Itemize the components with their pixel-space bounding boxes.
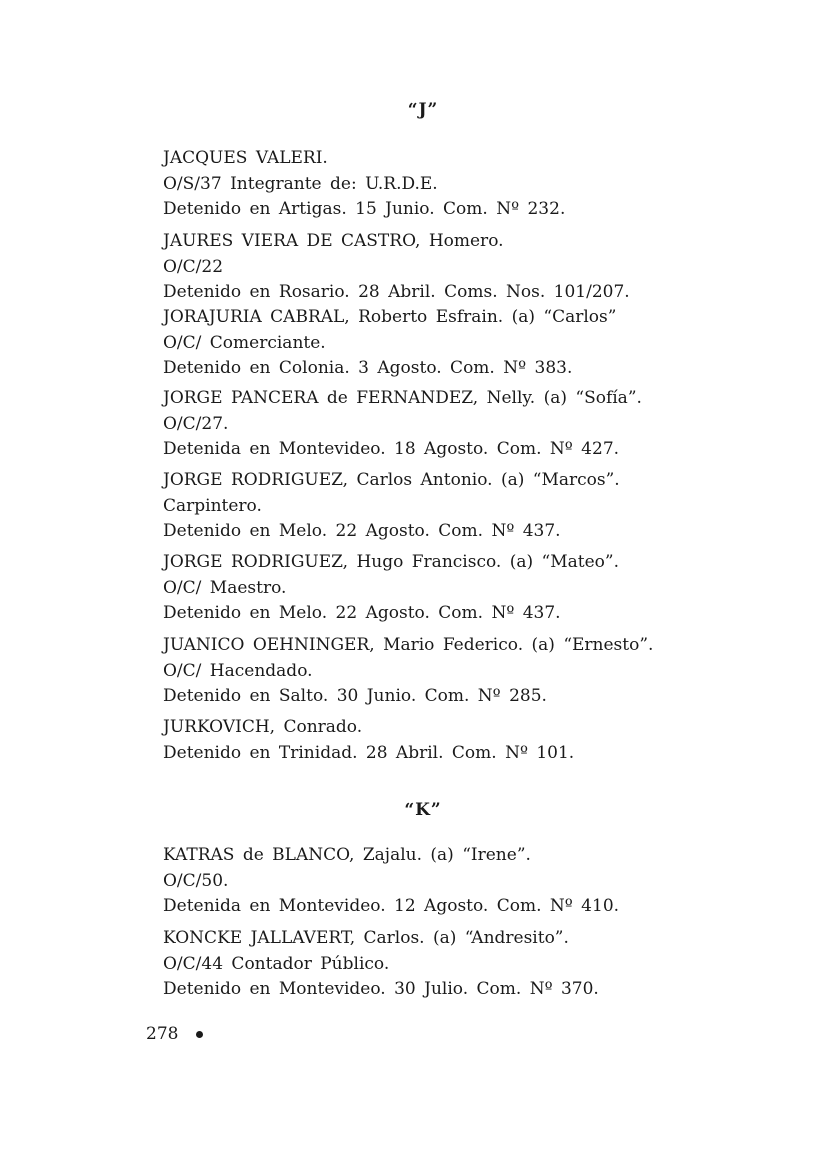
entry-detention: Detenido en Melo. 22 Agosto. Com. Nº 437. bbox=[163, 603, 561, 623]
entry-detention: Detenido en Rosario. 28 Abril. Coms. Nos. 101/207. bbox=[163, 282, 630, 302]
entry-detail: O/C/ Maestro. bbox=[163, 577, 287, 598]
page-footer bbox=[146, 1024, 203, 1044]
entry-detail: O/C/ Comerciante. bbox=[163, 332, 326, 353]
entry-detail: Carpintero. bbox=[163, 495, 262, 516]
entry-detention: Detenido en Artigas. 15 Junio. Com. Nº 232. bbox=[163, 199, 566, 219]
bullet-icon bbox=[196, 1031, 203, 1038]
entry-name: JORGE PANCERA de FERNANDEZ, Nelly. (a) “Sofía”. bbox=[163, 388, 642, 408]
entry-jaures-viera bbox=[163, 229, 693, 306]
entry-detail: O/C/22 bbox=[163, 256, 224, 277]
entry-jorge-rodriguez-carlos bbox=[163, 468, 693, 545]
entry-name: JACQUES VALERI. bbox=[163, 148, 328, 168]
entry-jorge-rodriguez-hugo bbox=[163, 550, 693, 627]
entry-name: KATRAS de BLANCO, Zajalu. (a) “Irene”. bbox=[163, 845, 531, 865]
entry-name: JORGE RODRIGUEZ, Hugo Francisco. (a) “Mateo”. bbox=[163, 552, 619, 572]
page-number: 278 bbox=[146, 1024, 179, 1044]
entry-detention: Detenido en Melo. 22 Agosto. Com. Nº 437. bbox=[163, 521, 561, 541]
entry-detail: O/C/ Hacendado. bbox=[163, 660, 313, 681]
entry-jacques-valeri bbox=[163, 146, 693, 223]
entry-name: JURKOVICH, Conrado. bbox=[163, 717, 363, 737]
entry-detail: O/S/37 Integrante de: U.R.D.E. bbox=[163, 173, 438, 194]
entry-detention: Detenida en Montevideo. 18 Agosto. Com. Nº 427. bbox=[163, 439, 620, 459]
entry-detention: Detenido en Colonia. 3 Agosto. Com. Nº 383. bbox=[163, 358, 573, 378]
entry-juanico-oehninger bbox=[163, 633, 693, 710]
entry-detail: O/C/44 Contador Público. bbox=[163, 953, 390, 974]
entry-jorajuria-cabral bbox=[163, 305, 693, 382]
entry-detention: Detenido en Montevideo. 30 Julio. Com. Nº 370. bbox=[163, 979, 599, 999]
entry-detail: O/C/27. bbox=[163, 413, 229, 434]
entry-name: JORAJURIA CABRAL, Roberto Esfrain. (a) “Carlos” bbox=[163, 307, 617, 327]
entry-detail: O/C/50. bbox=[163, 870, 229, 891]
entry-name: JUANICO OEHNINGER, Mario Federico. (a) “Ernesto”. bbox=[163, 635, 654, 655]
entry-detention: Detenido en Trinidad. 28 Abril. Com. Nº 101. bbox=[163, 742, 575, 763]
entry-name: JORGE RODRIGUEZ, Carlos Antonio. (a) “Marcos”. bbox=[163, 470, 620, 490]
entry-jurkovich bbox=[163, 715, 693, 766]
section-heading-j: “J” bbox=[407, 100, 439, 120]
entry-koncke-jallavert bbox=[163, 926, 693, 1003]
entry-katras-blanco bbox=[163, 843, 693, 920]
section-heading-k: “K” bbox=[404, 800, 442, 820]
entry-jorge-pancera bbox=[163, 386, 693, 463]
entry-detention: Detenido en Salto. 30 Junio. Com. Nº 285. bbox=[163, 686, 547, 706]
entry-detention: Detenida en Montevideo. 12 Agosto. Com. Nº 410. bbox=[163, 896, 620, 916]
entry-name: KONCKE JALLAVERT, Carlos. (a) “Andresito”. bbox=[163, 928, 569, 948]
entry-name: JAURES VIERA DE CASTRO, Homero. bbox=[163, 231, 504, 251]
